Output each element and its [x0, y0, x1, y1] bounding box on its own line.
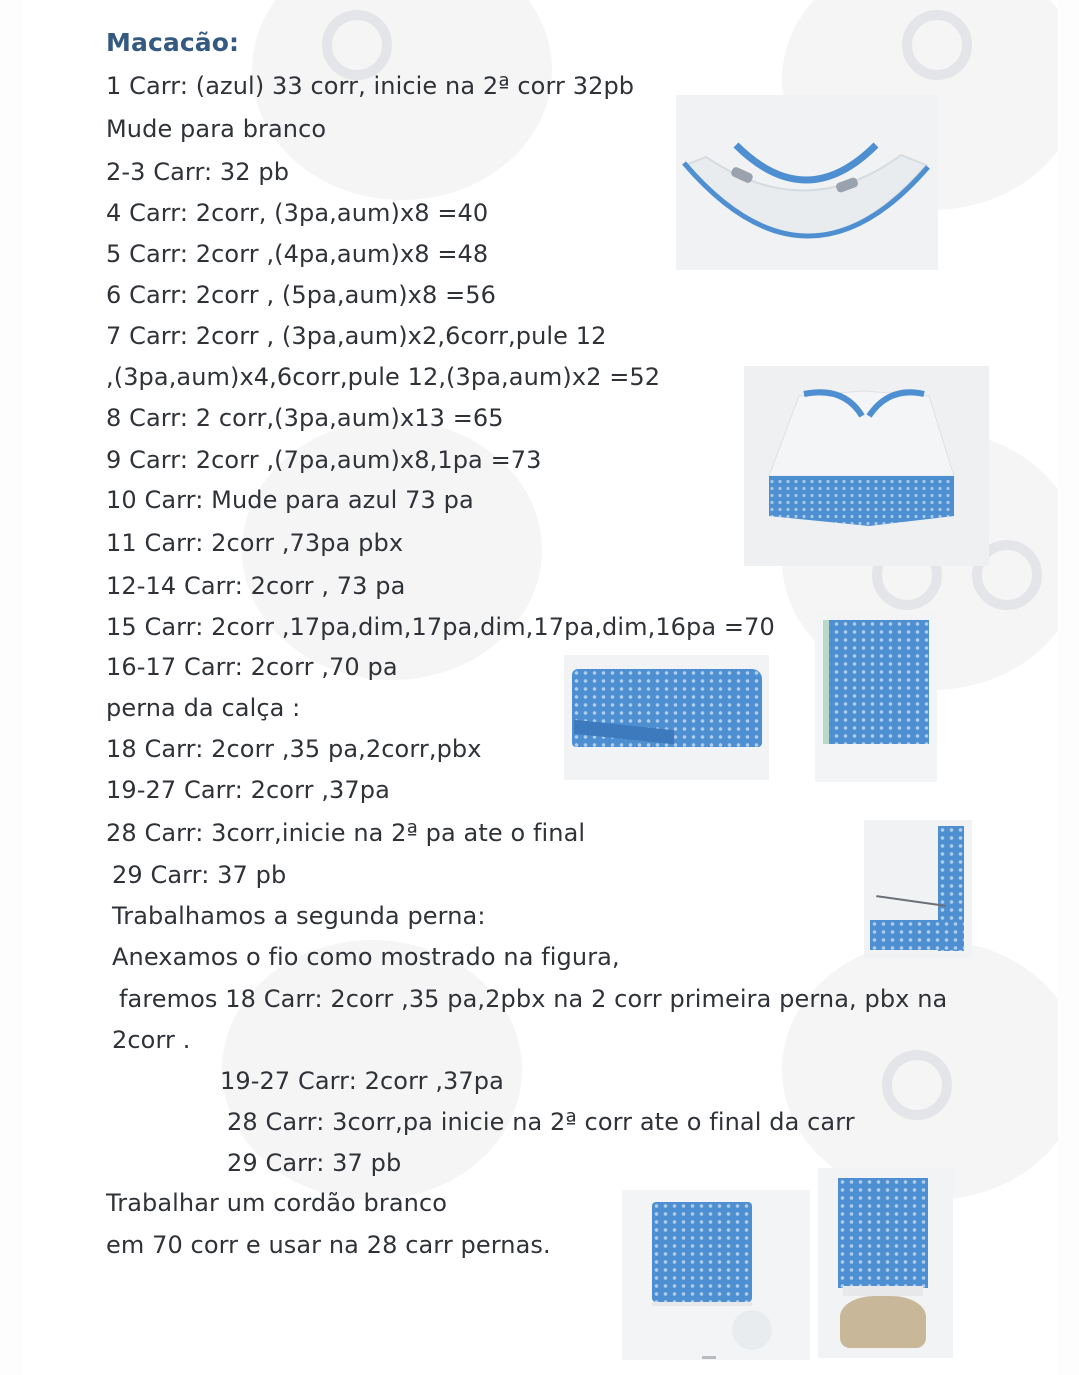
pattern-line: 6 Carr: 2corr , (5pa,aum)x8 =56 [106, 281, 497, 309]
leg-front-fabric [823, 620, 929, 744]
pattern-line: 7 Carr: 2corr , (3pa,aum)x2,6corr,pule 12 [106, 322, 607, 350]
pattern-line: Trabalhar um cordão branco [106, 1189, 448, 1217]
collar-yoke-illustration [676, 95, 938, 270]
watermark-eye [882, 1050, 952, 1120]
pattern-line: Mude para branco [106, 115, 327, 143]
pattern-line: faremos 18 Carr: 2corr ,35 pa,2pbx na 2 corr primeira perna, pbx na [119, 985, 948, 1013]
pattern-line: 11 Carr: 2corr ,73pa pbx [106, 529, 404, 557]
bottom-marker [702, 1356, 716, 1359]
pattern-line: 5 Carr: 2corr ,(4pa,aum)x8 =48 [106, 240, 489, 268]
leg-piece-tail [732, 1310, 772, 1350]
document-page [22, 0, 1058, 1375]
finished-leg-fabric [838, 1178, 928, 1288]
yarn-thread [876, 895, 946, 907]
finished-leg-cord [843, 1286, 923, 1296]
pattern-line: 4 Carr: 2corr, (3pa,aum)x8 =40 [106, 199, 489, 227]
second-leg-base [870, 920, 964, 950]
pattern-line: 2-3 Carr: 32 pb [106, 158, 290, 186]
pattern-line: 29 Carr: 37 pb [112, 861, 287, 889]
pattern-line: 1 Carr: (azul) 33 corr, inicie na 2ª corr 32pb [106, 72, 635, 100]
pattern-line: Anexamos o fio como mostrado na figura, [112, 943, 620, 971]
pattern-line: 9 Carr: 2corr ,(7pa,aum)x8,1pa =73 [106, 446, 542, 474]
pattern-line: ,(3pa,aum)x4,6corr,pule 12,(3pa,aum)x2 =52 [106, 363, 661, 391]
photo-body-band [744, 366, 989, 566]
pattern-line: 18 Carr: 2corr ,35 pa,2corr,pbx [106, 735, 482, 763]
pattern-line: 8 Carr: 2 corr,(3pa,aum)x13 =65 [106, 404, 504, 432]
pattern-line: 29 Carr: 37 pb [227, 1149, 402, 1177]
pattern-line: 28 Carr: 3corr,pa inicie na 2ª corr ate o final da carr [227, 1108, 855, 1136]
shoe [840, 1296, 926, 1348]
pattern-line: 15 Carr: 2corr ,17pa,dim,17pa,dim,17pa,dim,16pa =70 [106, 613, 775, 641]
pattern-line: Trabalhamos a segunda perna: [112, 902, 486, 930]
photo-second-leg [864, 820, 972, 958]
pattern-line: 2corr . [112, 1026, 191, 1054]
watermark-eye [902, 10, 972, 80]
leg-piece-cord [652, 1302, 752, 1306]
pattern-line: 16-17 Carr: 2corr ,70 pa [106, 653, 398, 681]
pattern-line: 28 Carr: 3corr,inicie na 2ª pa ate o final [106, 819, 586, 847]
pattern-line: 19-27 Carr: 2corr ,37pa [220, 1067, 504, 1095]
leg-piece-fabric [652, 1202, 752, 1302]
body-band-illustration [744, 366, 989, 566]
photo-leg-front [815, 614, 937, 782]
photo-leg-side [564, 655, 769, 780]
pattern-line: 10 Carr: Mude para azul 73 pa [106, 486, 474, 514]
document-title: Macacão: [106, 28, 240, 57]
watermark-eye [322, 10, 392, 80]
leg-front-stripe [823, 620, 829, 744]
pattern-line: perna da calça : [106, 694, 301, 722]
pattern-line: 12-14 Carr: 2corr , 73 pa [106, 572, 406, 600]
photo-finished-legs [818, 1168, 953, 1358]
photo-leg-piece [622, 1190, 810, 1360]
pattern-line: 19-27 Carr: 2corr ,37pa [106, 776, 390, 804]
photo-collar-yoke [676, 95, 938, 270]
pattern-line: em 70 corr e usar na 28 carr pernas. [106, 1231, 551, 1259]
